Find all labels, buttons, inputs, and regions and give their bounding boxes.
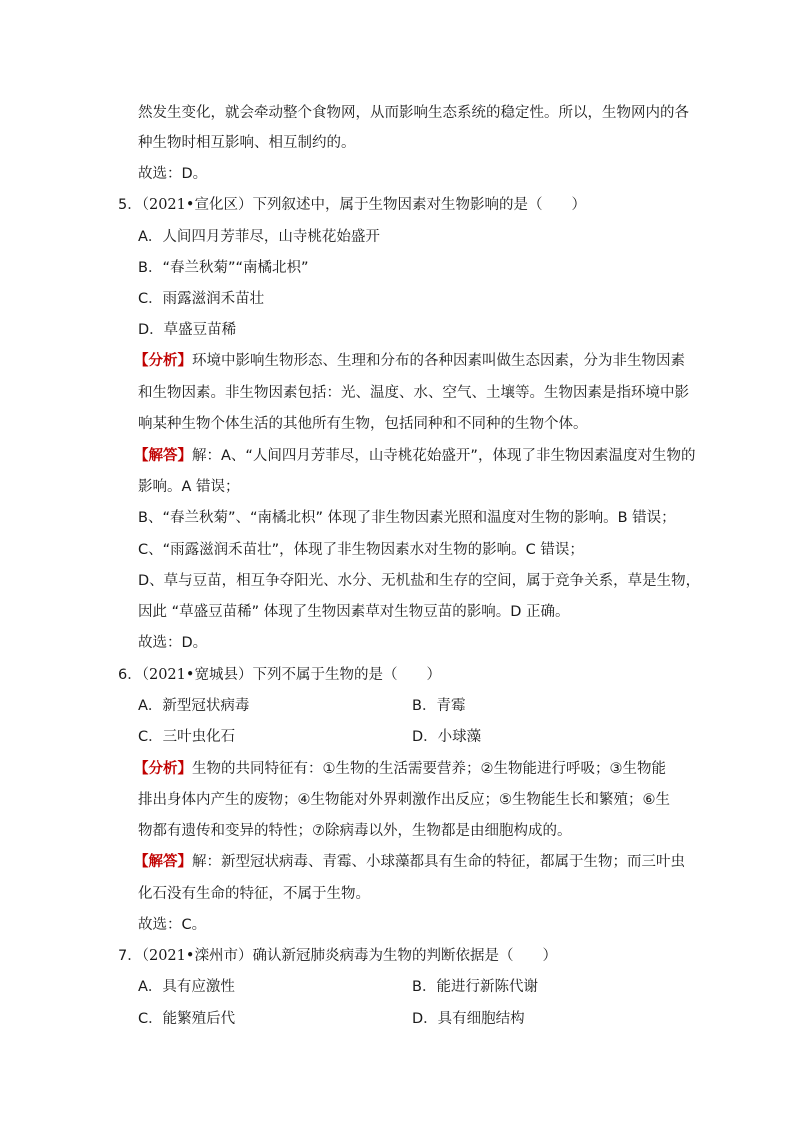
solution-line: 因此 “草盛豆苗稀” 体现了生物因素草对生物豆苗的影响。D 正确。 <box>138 604 570 620</box>
option-b: B．能进行新陈代谢 <box>412 979 538 995</box>
option-c: C．雨露滋润禾苗壮 <box>138 291 265 307</box>
solution-line: C、“雨露滋润禾苗壮”，体现了非生物因素水对生物的影响。C 错误； <box>138 542 584 558</box>
solution-line: D、草与豆苗，相互争夺阳光、水分、无机盐和生存的空间，属于竞争关系，草是生物， <box>138 573 701 589</box>
question-source: （2021•宣化区） <box>141 197 253 213</box>
solution-tag: 【解答】 <box>134 854 192 870</box>
analysis-text: 环境中影响生物形态、生理和分布的各种因素叫做生态因素，分为非生物因素 <box>192 353 685 369</box>
analysis-text: 生物的共同特征有：①生物的生活需要营养；②生物能进行呼吸；③生物能 <box>192 761 666 777</box>
option-b: B．“春兰秋菊”“南橘北枳” <box>138 260 309 276</box>
question-text: 确认新冠肺炎病毒为生物的判断依据是（ ） <box>252 948 557 964</box>
analysis-line <box>134 351 685 371</box>
question-6-stem <box>118 665 441 685</box>
analysis-line: 响某种生物个体生活的其他所有生物，包括同种和不同种的生物个体。 <box>138 416 588 432</box>
question-number: 5． <box>118 197 142 213</box>
analysis-line: 物都有遗传和变异的特性；⑦除病毒以外，生物都是由细胞构成的。 <box>138 823 572 839</box>
solution-line: 影响。A 错误； <box>138 479 240 495</box>
option-d: D．草盛豆苗稀 <box>138 322 237 338</box>
analysis-line: 排出身体内产生的废物；④生物能对外界刺激作出反应；⑤生物能生长和繁殖；⑥生 <box>138 792 670 808</box>
question-5-stem <box>118 195 586 215</box>
solution-line <box>134 446 695 466</box>
option-c: C．三叶虫化石 <box>138 729 236 745</box>
text-line: 种生物时相互影响、相互制约的。 <box>138 135 356 151</box>
option-c: C．能繁殖后代 <box>138 1011 236 1027</box>
option-a: A．人间四月芳菲尽，山寺桃花始盛开 <box>138 229 380 245</box>
question-source: （2021•宽城县） <box>141 667 253 683</box>
option-a: A．新型冠状病毒 <box>138 698 250 714</box>
solution-line: B、“春兰秋菊”、“南橘北枳” 体现了非生物因素光照和温度对生物的影响。B 错误； <box>138 510 676 526</box>
question-text: 下列不属于生物的是（ ） <box>252 667 441 683</box>
analysis-tag: 【分析】 <box>134 761 192 777</box>
solution-line <box>134 852 685 872</box>
analysis-line: 和生物因素。非生物因素包括：光、温度、水、空气、土壤等。生物因素是指环境中影 <box>138 385 689 401</box>
analysis-line <box>134 759 666 779</box>
solution-tag: 【解答】 <box>134 448 192 464</box>
text-line: 然发生变化，就会牵动整个食物网，从而影响生态系统的稳定性。所以，生物网内的各 <box>138 105 689 121</box>
question-number: 7． <box>118 948 142 964</box>
analysis-tag: 【分析】 <box>134 353 192 369</box>
answer-line: 故选：C。 <box>138 917 207 933</box>
question-source: （2021•滦州市） <box>141 948 253 964</box>
answer-line: 故选：D。 <box>138 635 208 651</box>
answer-line: 故选：D。 <box>138 166 208 182</box>
question-number: 6． <box>118 667 142 683</box>
solution-text: 解：A、“人间四月芳菲尽，山寺桃花始盛开”，体现了非生物因素温度对生物的 <box>192 448 696 464</box>
option-d: D．具有细胞结构 <box>412 1011 525 1027</box>
option-d: D．小球藻 <box>412 729 482 745</box>
solution-line: 化石没有生命的特征，不属于生物。 <box>138 886 370 902</box>
option-b: B．青霉 <box>412 698 466 714</box>
solution-text: 解：新型冠状病毒、青霉、小球藻都具有生命的特征，都属于生物；而三叶虫 <box>192 854 685 870</box>
question-7-stem <box>118 946 557 966</box>
question-text: 下列叙述中，属于生物因素对生物影响的是（ ） <box>252 197 586 213</box>
option-a: A．具有应激性 <box>138 979 235 995</box>
